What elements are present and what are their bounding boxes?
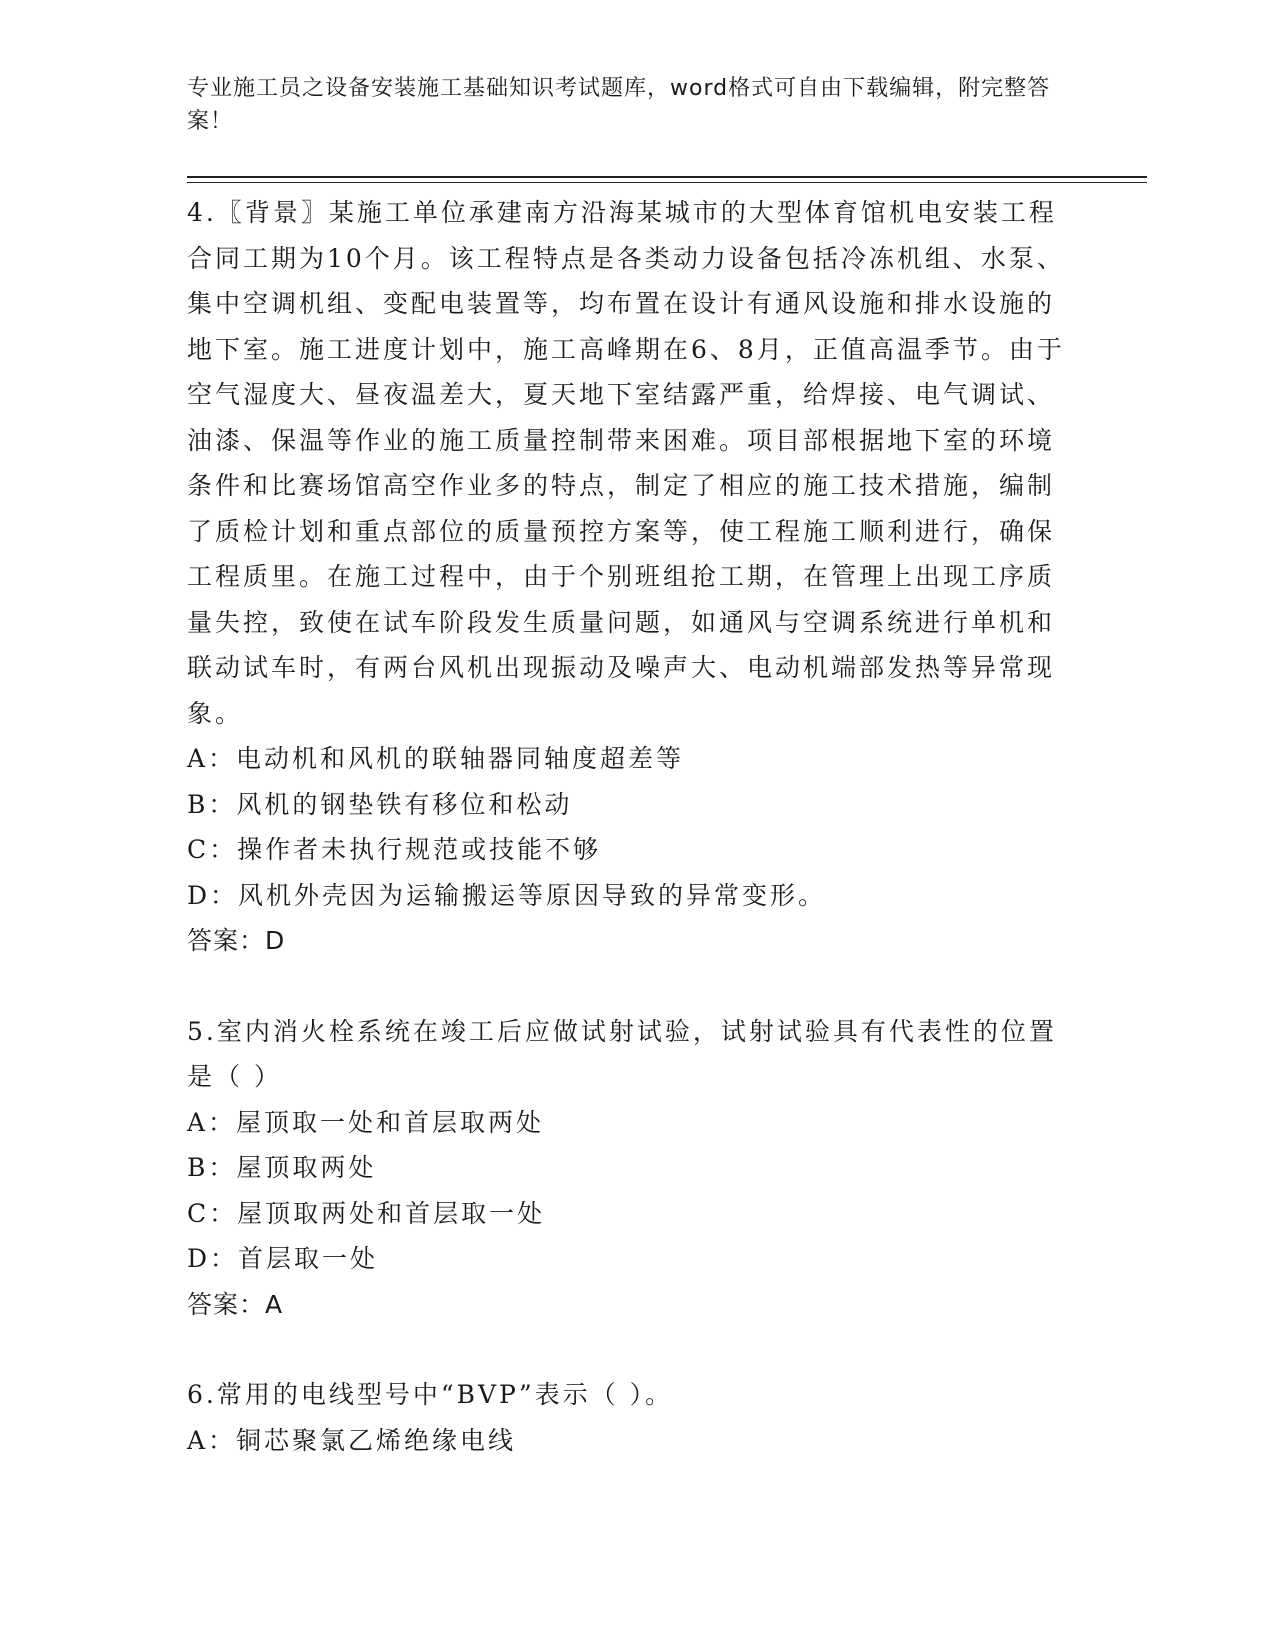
option-b: B：屋顶取两处 — [187, 1153, 377, 1182]
header-divider-thin — [187, 182, 1147, 183]
question-5 — [187, 1009, 1067, 1328]
option-a: A：铜芯聚氯乙烯绝缘电线 — [187, 1425, 517, 1455]
answer-label: 答案：A — [187, 1289, 284, 1319]
spacer — [187, 964, 1067, 1009]
question-stem: 4.〖背景〗某施工单位承建南方沿海某城市的大型体育馆机电安装工程合同工期为10个月。该工程特点是各类动力设备包括冷冻机组、水泵、集中空调机组、变配电装置等，均布置在设计有通风设施和排水设施的地下室。施工进度计划中，施工高峰期在6、8月，正值高温季节。由于空气湿度大、昼夜温差大，夏天地下室结露严重，给焊接、电气调试、油漆、保温等作业的施工质量控制带来困难。项目部根据地下室的环境条件和比赛场馆高空作业多的特点，制定了相应的施工技术措施，编制了质检计划和重点部位的质量预控方案等，使工程施工顺利进行，确保工程质里。在施工过程中，由于个别班组抢工期，在管理上出现工序质量失控，致使在试车阶段发生质量问题，如通风与空调系统进行单机和联动试车时，有两台风机出现振动及噪声大、电动机端部发热等异常现象。 — [187, 198, 1065, 728]
header-divider-thick — [187, 176, 1147, 178]
option-b: B：风机的钢垫铁有移位和松动 — [187, 789, 573, 819]
question-stem: 5.室内消火栓系统在竣工后应做试射试验，试射试验具有代表性的位置是（ ） — [187, 1016, 1057, 1091]
option-c: C：操作者未执行规范或技能不够 — [187, 835, 602, 864]
header-title: 专业施工员之设备安装施工基础知识考试题库，word格式可自由下载编辑，附完整答案！ — [187, 76, 1051, 134]
document-header — [187, 72, 1067, 138]
spacer — [187, 1327, 1067, 1372]
answer-label: 答案：D — [187, 926, 286, 955]
option-a: A：屋顶取一处和首层取两处 — [187, 1107, 545, 1137]
option-d: D：首层取一处 — [187, 1244, 379, 1273]
question-4 — [187, 190, 1067, 964]
question-list — [187, 190, 1067, 1463]
option-c: C：屋顶取两处和首层取一处 — [187, 1198, 546, 1228]
option-a: A：电动机和风机的联轴器同轴度超差等 — [187, 744, 685, 773]
question-6 — [187, 1372, 1067, 1463]
option-d: D：风机外壳因为运输搬运等原因导致的异常变形。 — [187, 880, 827, 910]
question-stem: 6.常用的电线型号中“BVP”表示（ ）。 — [187, 1380, 674, 1409]
